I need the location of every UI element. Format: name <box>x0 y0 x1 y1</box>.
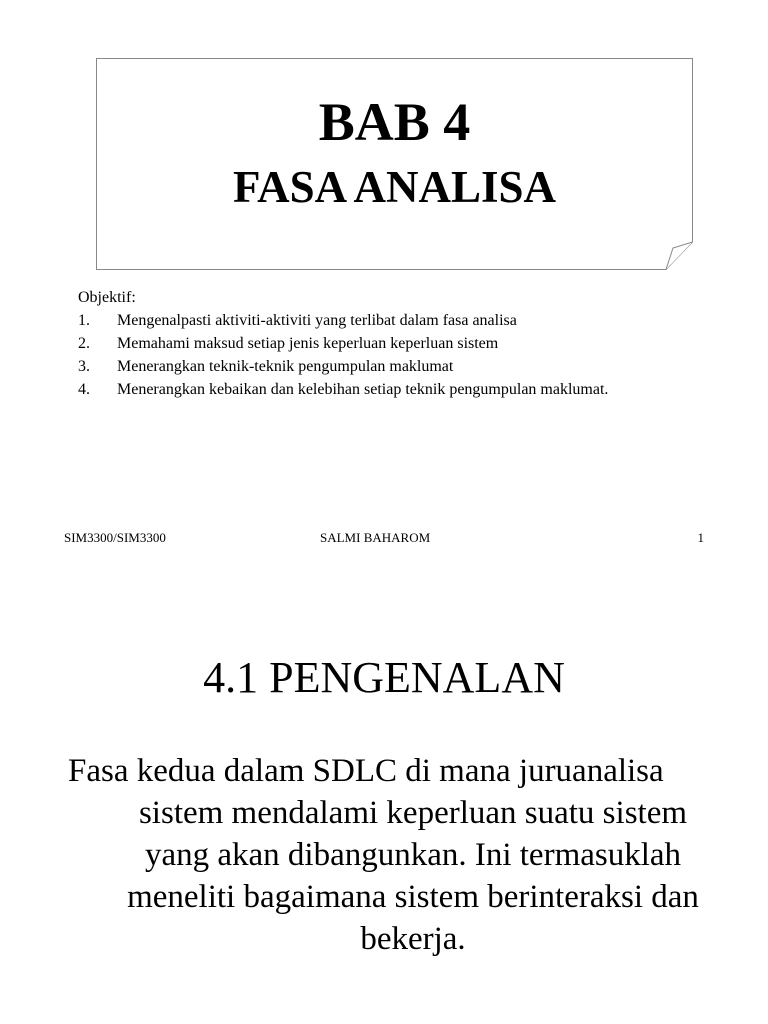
paragraph-line: bekerja. <box>360 921 466 957</box>
chapter-title: BAB 4 <box>318 92 471 152</box>
objectives-heading: Objektif: <box>78 289 136 306</box>
objective-number: 1. <box>78 312 90 329</box>
objectives-list <box>78 309 738 401</box>
footer-course-code: SIM3300/SIM3300 <box>64 530 166 545</box>
objective-item <box>78 332 738 355</box>
objective-item <box>78 355 738 378</box>
objective-text: Menerangkan kebaikan dan kelebihan setiap teknik pengumpulan maklumat. <box>117 381 609 398</box>
objective-item <box>78 378 738 401</box>
footer-author: SALMI BAHAROM <box>320 530 431 545</box>
intro-paragraph <box>68 750 708 960</box>
paragraph-line: Fasa kedua dalam SDLC di mana juruanalisa <box>68 753 664 789</box>
objective-text: Mengenalpasti aktiviti-aktiviti yang terlibat dalam fasa analisa <box>117 312 517 329</box>
paragraph-line: meneliti bagaimana sistem berinteraksi dan <box>127 879 699 915</box>
slide-footer <box>64 529 704 549</box>
objective-number: 4. <box>78 381 90 398</box>
paragraph-line: sistem mendalami keperluan suatu sistem <box>138 795 688 831</box>
objective-text: Memahami maksud setiap jenis keperluan keperluan sistem <box>117 335 499 352</box>
objective-text: Menerangkan teknik-teknik pengumpulan maklumat <box>117 358 454 375</box>
objective-number: 3. <box>78 358 90 375</box>
paragraph-line: yang akan dibangunkan. Ini termasuklah <box>144 837 682 873</box>
objective-item <box>78 309 738 332</box>
chapter-subtitle: FASA ANALISA <box>233 162 556 212</box>
objective-number: 2. <box>78 335 90 352</box>
footer-page-number: 1 <box>697 530 704 545</box>
title-box <box>96 58 693 270</box>
objectives-section <box>78 286 738 401</box>
section-heading: 4.1 PENGENALAN <box>203 653 565 702</box>
